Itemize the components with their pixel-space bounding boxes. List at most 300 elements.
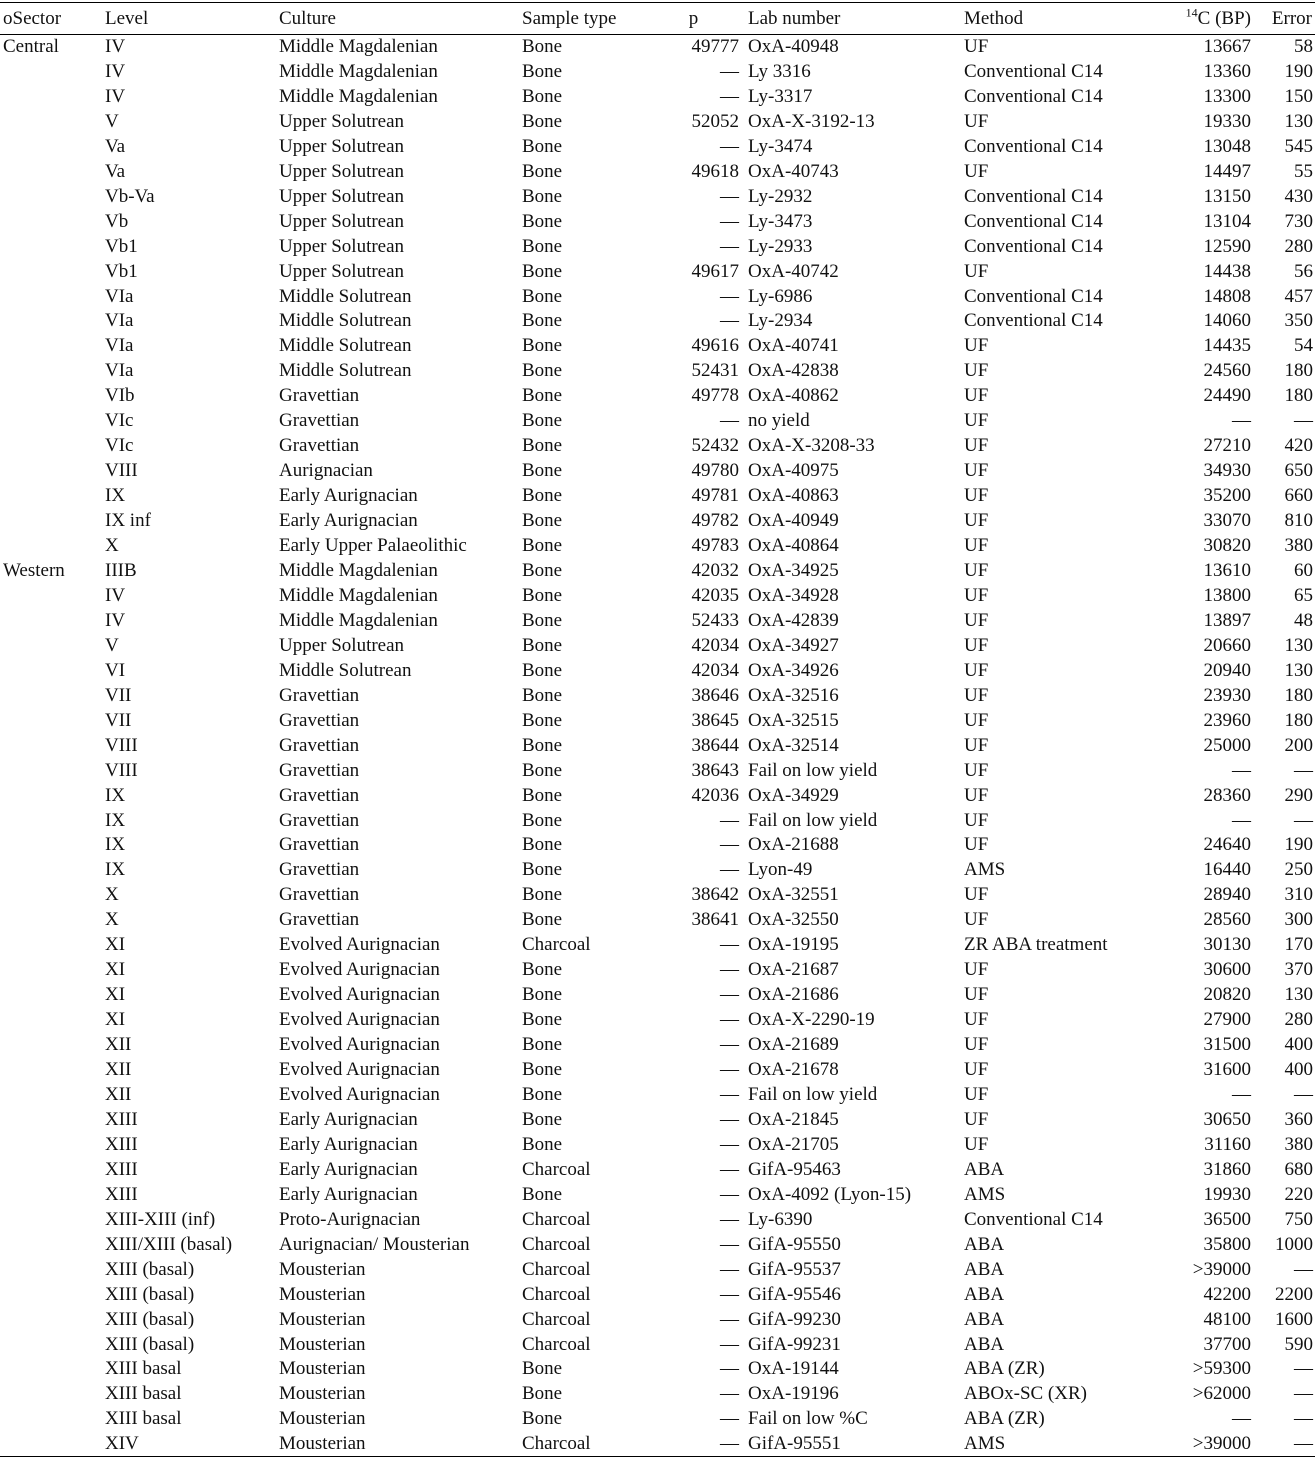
header-sample-type: Sample type	[519, 3, 639, 35]
cell-level: Vb-Va	[105, 185, 155, 207]
cell-culture: Middle Magdalenian	[279, 85, 438, 107]
cell-sector	[0, 359, 102, 384]
cell-culture: Middle Solutrean	[279, 360, 412, 382]
cell-c14-bp: 33070	[1203, 510, 1251, 532]
cell-culture: Gravettian	[279, 684, 360, 706]
cell-lab-number: GifA-95546	[748, 1283, 841, 1305]
cell-culture: Middle Magdalenian	[279, 60, 438, 82]
cell-c14-bp: 35200	[1203, 485, 1251, 507]
cell-culture: Gravettian	[279, 834, 360, 856]
cell-method: UF	[964, 1084, 989, 1105]
cell-culture: Upper Solutrean	[279, 135, 405, 157]
cell-sector	[0, 1058, 102, 1083]
cell-level: Va	[105, 135, 126, 157]
cell-method: UF	[964, 385, 989, 407]
cell-method: UF	[964, 784, 989, 806]
cell-sector	[0, 209, 102, 234]
cell-error: 130	[1284, 634, 1313, 656]
cell-method: ABA	[964, 1158, 1005, 1180]
cell-p: —	[720, 934, 739, 956]
cell-c14-bp: 14060	[1203, 310, 1251, 332]
cell-sector	[0, 1207, 102, 1232]
cell-level: VIII	[105, 759, 138, 781]
cell-method: UF	[964, 759, 989, 781]
cell-c14-bp: 28360	[1203, 784, 1251, 806]
cell-sector	[0, 1107, 102, 1132]
cell-error: —	[1294, 1084, 1313, 1105]
table-row	[0, 1157, 1315, 1182]
cell-p: —	[720, 1108, 739, 1130]
cell-c14-bp: 42200	[1203, 1283, 1251, 1305]
cell-sample-type: Bone	[522, 709, 563, 731]
cell-method: UF	[964, 1133, 989, 1155]
cell-sector	[0, 1407, 102, 1432]
cell-sample-type: Bone	[522, 834, 563, 856]
cell-lab-number: OxA-34928	[748, 584, 839, 606]
cell-sector	[0, 958, 102, 983]
cell-level: IV	[105, 85, 126, 107]
table-row	[0, 234, 1315, 259]
cell-culture: Middle Solutrean	[279, 310, 412, 332]
cell-error: 370	[1284, 959, 1313, 981]
cell-culture: Middle Magdalenian	[279, 609, 438, 631]
cell-sample-type: Bone	[522, 1059, 563, 1081]
cell-sector	[0, 708, 102, 733]
cell-method: UF	[964, 834, 989, 856]
header-sector: oSector	[0, 3, 102, 35]
cell-error: 250	[1284, 859, 1313, 881]
cell-error: 420	[1284, 435, 1313, 457]
table-row	[0, 1282, 1315, 1307]
cell-sector	[0, 484, 102, 509]
cell-culture: Evolved Aurignacian	[279, 1034, 440, 1056]
cell-culture: Gravettian	[279, 410, 360, 432]
cell-level: Vb	[105, 210, 129, 232]
cell-level: XIII (basal)	[105, 1258, 195, 1280]
cell-lab-number: OxA-19196	[748, 1383, 839, 1405]
cell-lab-number: OxA-34929	[748, 784, 839, 806]
cell-method: UF	[964, 485, 989, 507]
cell-culture: Mousterian	[279, 1333, 366, 1355]
cell-culture: Early Aurignacian	[279, 485, 418, 507]
cell-method: UF	[964, 709, 989, 731]
cell-c14-bp: 14435	[1203, 335, 1251, 357]
cell-c14-bp: —	[1232, 1084, 1251, 1105]
cell-lab-number: OxA-X-2290-19	[748, 1009, 875, 1031]
cell-method: Conventional C14	[964, 235, 1103, 257]
cell-sector	[0, 733, 102, 758]
cell-sample-type: Charcoal	[522, 1333, 591, 1355]
cell-method: AMS	[964, 1183, 1006, 1205]
cell-sector	[0, 908, 102, 933]
cell-sector	[0, 1008, 102, 1033]
cell-error: 280	[1284, 235, 1313, 257]
cell-level: IX	[105, 834, 126, 856]
cell-culture: Mousterian	[279, 1258, 366, 1280]
cell-sector	[0, 808, 102, 833]
cell-lab-number: OxA-21678	[748, 1059, 839, 1081]
cell-culture: Upper Solutrean	[279, 210, 405, 232]
cell-error: 590	[1284, 1333, 1313, 1355]
cell-c14-bp: 13897	[1203, 609, 1251, 631]
cell-method: UF	[964, 1059, 989, 1081]
table-row	[0, 509, 1315, 534]
cell-error: 1600	[1275, 1308, 1313, 1330]
cell-culture: Evolved Aurignacian	[279, 1084, 440, 1105]
cell-culture: Gravettian	[279, 759, 360, 781]
cell-lab-number: OxA-X-3208-33	[748, 435, 875, 457]
cell-method: UF	[964, 410, 989, 432]
header-level: Level	[102, 3, 276, 35]
cell-culture: Early Aurignacian	[279, 510, 418, 532]
cell-error: —	[1294, 809, 1313, 831]
cell-lab-number: OxA-40864	[748, 535, 839, 557]
cell-sector: Central	[3, 36, 59, 58]
cell-sample-type: Bone	[522, 210, 563, 232]
cell-sample-type: Bone	[522, 1009, 563, 1031]
cell-p: 38645	[691, 709, 739, 731]
cell-p: 49781	[691, 485, 739, 507]
cell-c14-bp: 19930	[1203, 1183, 1251, 1205]
cell-lab-number: OxA-42839	[748, 609, 839, 631]
cell-culture: Mousterian	[279, 1283, 366, 1305]
cell-level: XI	[105, 959, 126, 981]
cell-sample-type: Bone	[522, 435, 563, 457]
cell-method: ABA	[964, 1308, 1005, 1330]
cell-p: 49780	[691, 460, 739, 482]
cell-level: VII	[105, 684, 132, 706]
cell-sample-type: Bone	[522, 1358, 563, 1380]
cell-sample-type: Bone	[522, 609, 563, 631]
cell-p: —	[720, 859, 739, 881]
cell-culture: Early Aurignacian	[279, 1158, 418, 1180]
cell-level: X	[105, 909, 119, 931]
cell-method: ABA (ZR)	[964, 1408, 1045, 1430]
c14-superscript: 14	[1185, 5, 1198, 20]
cell-sector	[0, 184, 102, 209]
cell-c14-bp: 20820	[1203, 984, 1251, 1006]
cell-level: IX	[105, 485, 126, 507]
cell-method: UF	[964, 36, 989, 58]
cell-error: —	[1294, 759, 1313, 781]
cell-method: UF	[964, 1034, 989, 1056]
cell-error: 130	[1284, 659, 1313, 681]
cell-level: XIII basal	[105, 1358, 182, 1380]
cell-method: UF	[964, 659, 989, 681]
cell-p: —	[720, 1383, 739, 1405]
cell-c14-bp: 28560	[1203, 909, 1251, 931]
cell-error: 58	[1294, 36, 1313, 58]
cell-sample-type: Charcoal	[522, 1258, 591, 1280]
cell-method: Conventional C14	[964, 185, 1103, 207]
table-row	[0, 109, 1315, 134]
table-row	[0, 1257, 1315, 1282]
cell-p: 49617	[691, 260, 739, 282]
cell-method: ABA	[964, 1258, 1005, 1280]
cell-lab-number: Ly-6390	[748, 1208, 813, 1230]
cell-c14-bp: 13104	[1203, 210, 1251, 232]
cell-level: VIa	[105, 335, 134, 357]
cell-c14-bp: 24640	[1203, 834, 1251, 856]
cell-sector	[0, 334, 102, 359]
cell-c14-bp: 27210	[1203, 435, 1251, 457]
c14-label: C (BP)	[1197, 7, 1251, 29]
cell-p: 42035	[691, 584, 739, 606]
cell-sample-type: Bone	[522, 1383, 563, 1405]
cell-method: Conventional C14	[964, 60, 1103, 82]
cell-lab-number: OxA-21686	[748, 984, 839, 1006]
table-row	[0, 59, 1315, 84]
cell-sample-type: Bone	[522, 559, 563, 581]
cell-culture: Mousterian	[279, 1408, 366, 1430]
cell-method: UF	[964, 335, 989, 357]
cell-level: IX	[105, 784, 126, 806]
table-row	[0, 983, 1315, 1008]
table-row	[0, 933, 1315, 958]
cell-error: 430	[1284, 185, 1313, 207]
cell-sample-type: Bone	[522, 684, 563, 706]
cell-level: X	[105, 884, 119, 906]
cell-sector	[0, 933, 102, 958]
table-row	[0, 1432, 1315, 1457]
cell-c14-bp: 12590	[1203, 235, 1251, 257]
cell-sample-type: Charcoal	[519, 1432, 639, 1457]
cell-p: —	[720, 1084, 739, 1105]
cell-method: UF	[964, 634, 989, 656]
cell-sample-type: Bone	[522, 1108, 563, 1130]
cell-level: XIII basal	[105, 1408, 182, 1430]
cell-error: 457	[1284, 285, 1313, 307]
radiocarbon-dates-table	[0, 2, 1315, 1457]
cell-method: Conventional C14	[964, 85, 1103, 107]
cell-c14-bp: 48100	[1203, 1308, 1251, 1330]
cell-p: —	[720, 60, 739, 82]
cell-p: 42034	[691, 659, 739, 681]
cell-sample-type: Bone	[522, 1034, 563, 1056]
cell-c14-bp: 31500	[1203, 1034, 1251, 1056]
cell-lab-number: Fail on low yield	[748, 809, 878, 831]
cell-level: VIII	[105, 734, 138, 756]
cell-lab-number: Ly-2932	[748, 185, 813, 207]
cell-method: UF	[964, 809, 989, 831]
cell-lab-number: OxA-32514	[748, 734, 839, 756]
cell-c14-bp: 20940	[1203, 659, 1251, 681]
cell-culture: Gravettian	[279, 809, 360, 831]
cell-c14-bp: 23960	[1203, 709, 1251, 731]
cell-method: UF	[964, 1108, 989, 1130]
cell-method: ABA	[964, 1233, 1005, 1255]
table-row	[0, 159, 1315, 184]
cell-error: 60	[1294, 559, 1313, 581]
table-body	[0, 35, 1315, 1457]
cell-culture: Upper Solutrean	[279, 160, 405, 182]
cell-c14-bp: 13300	[1203, 85, 1251, 107]
cell-c14-bp: 20660	[1203, 634, 1251, 656]
cell-error: 1000	[1275, 1233, 1313, 1255]
cell-lab-number: OxA-X-3192-13	[748, 110, 875, 132]
cell-sample-type: Bone	[522, 60, 563, 82]
cell-lab-number: Ly-6986	[748, 285, 813, 307]
cell-sector	[0, 1033, 102, 1058]
cell-lab-number: OxA-34925	[748, 559, 839, 581]
cell-method: UF	[964, 360, 989, 382]
cell-c14-bp: 13667	[1203, 36, 1251, 58]
cell-sector	[0, 983, 102, 1008]
cell-culture: Upper Solutrean	[279, 634, 405, 656]
cell-c14-bp: 37700	[1203, 1333, 1251, 1355]
cell-level: XII	[105, 1034, 132, 1056]
cell-level: IX	[105, 859, 126, 881]
cell-method: UF	[964, 584, 989, 606]
cell-c14-bp: 14438	[1203, 260, 1251, 282]
cell-p: 42034	[691, 634, 739, 656]
cell-sector	[0, 1182, 102, 1207]
cell-c14-bp: 35800	[1203, 1233, 1251, 1255]
cell-sample-type: Bone	[522, 984, 563, 1006]
cell-level: VIII	[105, 460, 138, 482]
cell-culture: Mousterian	[279, 1383, 366, 1405]
cell-c14-bp: 30650	[1203, 1108, 1251, 1130]
cell-c14-bp: 13610	[1203, 559, 1251, 581]
cell-sample-type: Bone	[522, 110, 563, 132]
cell-level: VIa	[105, 285, 134, 307]
header-culture: Culture	[276, 3, 519, 35]
cell-error: 180	[1284, 684, 1313, 706]
cell-p: —	[720, 1333, 739, 1355]
cell-culture: Upper Solutrean	[279, 235, 405, 257]
cell-method: Conventional C14	[964, 210, 1103, 232]
table-row	[0, 434, 1315, 459]
cell-p: —	[720, 310, 739, 332]
cell-sample-type: Charcoal	[522, 1283, 591, 1305]
cell-sample-type: Bone	[522, 185, 563, 207]
cell-error: —	[1294, 1358, 1313, 1380]
header-row	[0, 3, 1315, 35]
cell-sample-type: Charcoal	[522, 1308, 591, 1330]
cell-error: 65	[1294, 584, 1313, 606]
cell-c14-bp: >62000	[1192, 1383, 1251, 1405]
cell-p: 52433	[691, 609, 739, 631]
header-error: Error	[1254, 3, 1315, 35]
cell-level: Vb1	[105, 235, 138, 257]
table-row	[0, 409, 1315, 434]
table-row	[0, 35, 1315, 60]
cell-c14-bp: 36500	[1203, 1208, 1251, 1230]
cell-sector	[0, 59, 102, 84]
cell-lab-number: Ly-2934	[748, 310, 813, 332]
table-row	[0, 783, 1315, 808]
cell-p: —	[720, 1283, 739, 1305]
cell-level: VIa	[105, 360, 134, 382]
header-method: Method	[961, 3, 1132, 35]
cell-error: —	[1294, 1383, 1313, 1405]
cell-c14-bp: 24560	[1203, 360, 1251, 382]
cell-method: UF	[964, 734, 989, 756]
cell-sample-type: Bone	[522, 809, 563, 831]
cell-p: —	[720, 834, 739, 856]
cell-c14-bp: 31600	[1203, 1059, 1251, 1081]
cell-c14-bp: 23930	[1203, 684, 1251, 706]
cell-sector	[0, 633, 102, 658]
table-row	[0, 1232, 1315, 1257]
cell-culture: Proto-Aurignacian	[279, 1208, 421, 1230]
cell-culture: Middle Magdalenian	[279, 559, 438, 581]
table-row	[0, 958, 1315, 983]
cell-error: —	[1254, 1432, 1315, 1457]
table-row	[0, 134, 1315, 159]
cell-level: XI	[105, 1009, 126, 1031]
cell-p: 38643	[691, 759, 739, 781]
cell-sector	[0, 758, 102, 783]
cell-level: XI	[105, 984, 126, 1006]
cell-p: —	[639, 1432, 745, 1457]
cell-sample-type: Bone	[522, 584, 563, 606]
cell-p: —	[720, 185, 739, 207]
cell-p: —	[720, 1158, 739, 1180]
cell-culture: Mousterian	[279, 1308, 366, 1330]
table-row	[0, 1107, 1315, 1132]
cell-c14-bp: 28940	[1203, 884, 1251, 906]
cell-level: IV	[105, 609, 126, 631]
cell-c14-bp: 24490	[1203, 385, 1251, 407]
cell-level: XII	[105, 1059, 132, 1081]
table-row	[0, 833, 1315, 858]
table-row	[0, 559, 1315, 584]
cell-culture: Gravettian	[279, 709, 360, 731]
table-row	[0, 1182, 1315, 1207]
cell-p: —	[720, 959, 739, 981]
cell-sample-type: Charcoal	[522, 1158, 591, 1180]
table-row	[0, 1357, 1315, 1382]
cell-method: UF	[964, 609, 989, 631]
cell-error: 300	[1284, 909, 1313, 931]
cell-culture: Mousterian	[276, 1432, 519, 1457]
table-row	[0, 1083, 1315, 1108]
cell-error: 380	[1284, 1133, 1313, 1155]
cell-lab-number: OxA-32516	[748, 684, 839, 706]
cell-culture: Gravettian	[279, 784, 360, 806]
cell-lab-number: Lyon-49	[748, 859, 813, 881]
cell-error: 310	[1284, 884, 1313, 906]
cell-sector	[0, 1432, 102, 1457]
cell-method: UF	[964, 959, 989, 981]
cell-p: —	[720, 1034, 739, 1056]
cell-sample-type: Bone	[522, 36, 563, 58]
cell-c14-bp: —	[1232, 809, 1251, 831]
table-row	[0, 384, 1315, 409]
table-row	[0, 1382, 1315, 1407]
cell-lab-number: OxA-21845	[748, 1108, 839, 1130]
cell-method: AMS	[964, 859, 1006, 881]
cell-level: Vb1	[105, 260, 138, 282]
cell-error: 400	[1284, 1034, 1313, 1056]
cell-level: XI	[105, 934, 126, 956]
table-row	[0, 259, 1315, 284]
cell-lab-number: OxA-19144	[748, 1358, 839, 1380]
cell-culture: Evolved Aurignacian	[279, 959, 440, 981]
cell-method: UF	[964, 260, 989, 282]
table-row	[0, 733, 1315, 758]
cell-sample-type: Charcoal	[522, 934, 591, 956]
cell-c14-bp: 31160	[1204, 1133, 1251, 1155]
cell-sector	[0, 608, 102, 633]
cell-sample-type: Bone	[522, 285, 563, 307]
table-row	[0, 608, 1315, 633]
cell-lab-number: Fail on low yield	[748, 1084, 878, 1105]
cell-level: XIV	[102, 1432, 276, 1457]
cell-sector	[0, 658, 102, 683]
cell-sample-type: Bone	[522, 634, 563, 656]
